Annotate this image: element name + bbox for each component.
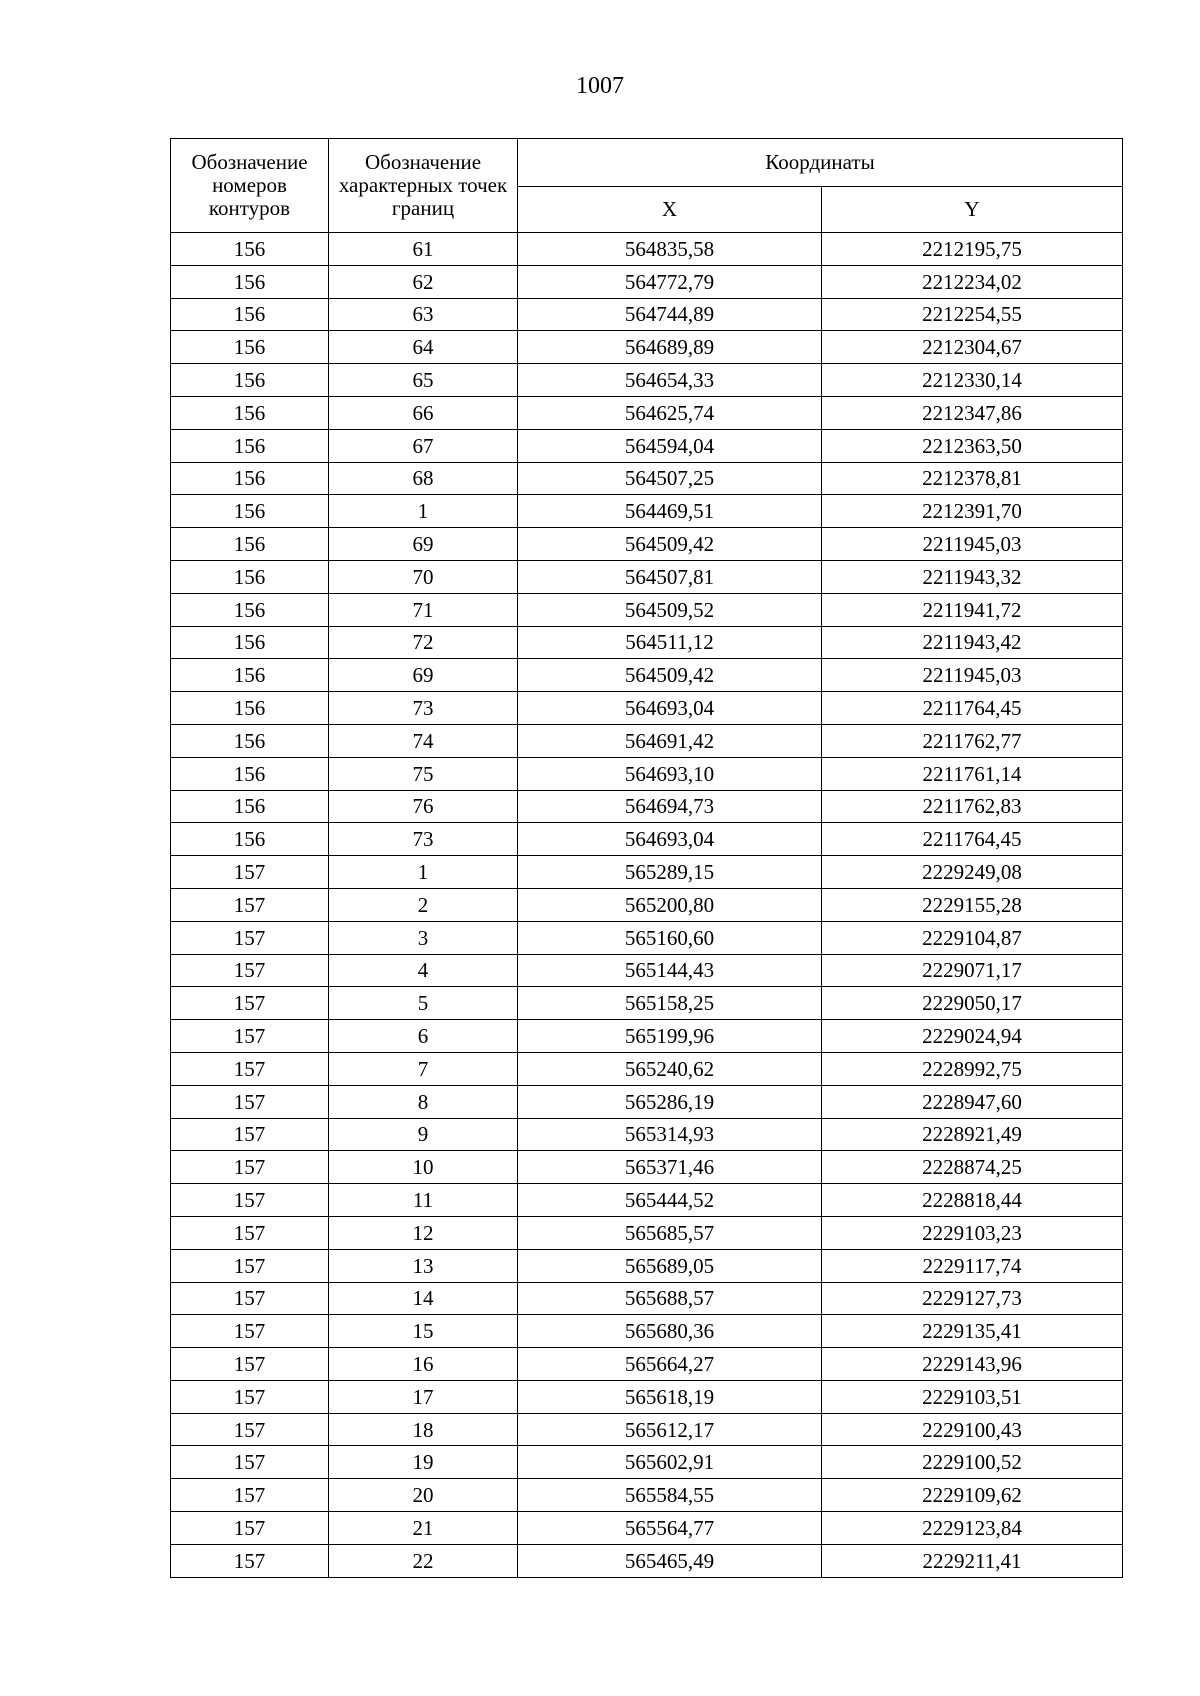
- point-cell: 1: [329, 856, 518, 889]
- contour-cell: 156: [171, 364, 329, 397]
- x-cell: 565371,46: [518, 1151, 822, 1184]
- contour-cell: 156: [171, 823, 329, 856]
- point-cell: 9: [329, 1118, 518, 1151]
- point-cell: 70: [329, 560, 518, 593]
- y-cell: 2212378,81: [822, 462, 1123, 495]
- point-cell: 67: [329, 429, 518, 462]
- header-x: X: [518, 187, 822, 233]
- point-cell: 13: [329, 1249, 518, 1282]
- table-row: [171, 626, 1123, 659]
- coordinates-table: [170, 138, 1123, 1578]
- point-cell: 19: [329, 1446, 518, 1479]
- point-cell: 75: [329, 757, 518, 790]
- point-cell: 3: [329, 921, 518, 954]
- table-body: [171, 233, 1123, 1578]
- y-cell: 2229024,94: [822, 1020, 1123, 1053]
- header-point-number: Обозначение характерных точек границ: [329, 139, 518, 233]
- y-cell: 2212304,67: [822, 331, 1123, 364]
- contour-cell: 156: [171, 495, 329, 528]
- contour-cell: 157: [171, 1249, 329, 1282]
- contour-cell: 156: [171, 265, 329, 298]
- table-row: [171, 396, 1123, 429]
- x-cell: 564509,52: [518, 593, 822, 626]
- x-cell: 564509,42: [518, 528, 822, 561]
- x-cell: 565158,25: [518, 987, 822, 1020]
- y-cell: 2228947,60: [822, 1085, 1123, 1118]
- y-cell: 2212234,02: [822, 265, 1123, 298]
- x-cell: 564693,04: [518, 823, 822, 856]
- point-cell: 11: [329, 1184, 518, 1217]
- header-coordinates: Координаты: [518, 139, 1123, 187]
- x-cell: 564835,58: [518, 233, 822, 266]
- point-cell: 12: [329, 1216, 518, 1249]
- x-cell: 565689,05: [518, 1249, 822, 1282]
- y-cell: 2211943,32: [822, 560, 1123, 593]
- point-cell: 66: [329, 396, 518, 429]
- point-cell: 10: [329, 1151, 518, 1184]
- x-cell: 565564,77: [518, 1512, 822, 1545]
- table-row: [171, 1085, 1123, 1118]
- point-cell: 69: [329, 528, 518, 561]
- table-row: [171, 1184, 1123, 1217]
- point-cell: 18: [329, 1413, 518, 1446]
- point-cell: 73: [329, 692, 518, 725]
- point-cell: 20: [329, 1479, 518, 1512]
- table-row: [171, 331, 1123, 364]
- contour-cell: 156: [171, 790, 329, 823]
- contour-cell: 157: [171, 1315, 329, 1348]
- table-row: [171, 856, 1123, 889]
- table-row: [171, 1380, 1123, 1413]
- table-row: [171, 1479, 1123, 1512]
- point-cell: 17: [329, 1380, 518, 1413]
- x-cell: 564511,12: [518, 626, 822, 659]
- y-cell: 2229103,51: [822, 1380, 1123, 1413]
- table-row: [171, 823, 1123, 856]
- x-cell: 565289,15: [518, 856, 822, 889]
- contour-cell: 157: [171, 1446, 329, 1479]
- x-cell: 564509,42: [518, 659, 822, 692]
- y-cell: 2211945,03: [822, 528, 1123, 561]
- x-cell: 564693,04: [518, 692, 822, 725]
- y-cell: 2229123,84: [822, 1512, 1123, 1545]
- point-cell: 1: [329, 495, 518, 528]
- contour-cell: 157: [171, 1118, 329, 1151]
- table-row: [171, 1413, 1123, 1446]
- contour-cell: 156: [171, 659, 329, 692]
- point-cell: 21: [329, 1512, 518, 1545]
- y-cell: 2212363,50: [822, 429, 1123, 462]
- contour-cell: 157: [171, 1479, 329, 1512]
- table-row: [171, 1216, 1123, 1249]
- point-cell: 4: [329, 954, 518, 987]
- point-cell: 6: [329, 1020, 518, 1053]
- y-cell: 2229211,41: [822, 1544, 1123, 1577]
- table-row: [171, 1512, 1123, 1545]
- x-cell: 565465,49: [518, 1544, 822, 1577]
- contour-cell: 156: [171, 724, 329, 757]
- contour-cell: 157: [171, 1020, 329, 1053]
- table-row: [171, 987, 1123, 1020]
- y-cell: 2228921,49: [822, 1118, 1123, 1151]
- x-cell: 564469,51: [518, 495, 822, 528]
- y-cell: 2229050,17: [822, 987, 1123, 1020]
- x-cell: 565584,55: [518, 1479, 822, 1512]
- contour-cell: 157: [171, 1085, 329, 1118]
- point-cell: 14: [329, 1282, 518, 1315]
- point-cell: 7: [329, 1052, 518, 1085]
- point-cell: 16: [329, 1348, 518, 1381]
- point-cell: 73: [329, 823, 518, 856]
- x-cell: 564507,25: [518, 462, 822, 495]
- table-row: [171, 1348, 1123, 1381]
- contour-cell: 156: [171, 757, 329, 790]
- x-cell: 564694,73: [518, 790, 822, 823]
- x-cell: 565680,36: [518, 1315, 822, 1348]
- y-cell: 2211764,45: [822, 692, 1123, 725]
- contour-cell: 157: [171, 856, 329, 889]
- table-row: [171, 1282, 1123, 1315]
- contour-cell: 157: [171, 1380, 329, 1413]
- x-cell: 565612,17: [518, 1413, 822, 1446]
- header-contour-number: Обозначение номеров контуров: [171, 139, 329, 233]
- contour-cell: 157: [171, 954, 329, 987]
- x-cell: 564744,89: [518, 298, 822, 331]
- contour-cell: 157: [171, 1348, 329, 1381]
- table-row: [171, 1544, 1123, 1577]
- y-cell: 2229135,41: [822, 1315, 1123, 1348]
- contour-cell: 157: [171, 1184, 329, 1217]
- y-cell: 2211945,03: [822, 659, 1123, 692]
- y-cell: 2212195,75: [822, 233, 1123, 266]
- y-cell: 2229143,96: [822, 1348, 1123, 1381]
- point-cell: 15: [329, 1315, 518, 1348]
- y-cell: 2211762,77: [822, 724, 1123, 757]
- table-row: [171, 429, 1123, 462]
- y-cell: 2229109,62: [822, 1479, 1123, 1512]
- contour-cell: 156: [171, 298, 329, 331]
- table-row: [171, 757, 1123, 790]
- contour-cell: 156: [171, 331, 329, 364]
- y-cell: 2228992,75: [822, 1052, 1123, 1085]
- point-cell: 65: [329, 364, 518, 397]
- table-row: [171, 888, 1123, 921]
- table-row: [171, 462, 1123, 495]
- table-row: [171, 1315, 1123, 1348]
- x-cell: 565618,19: [518, 1380, 822, 1413]
- x-cell: 565688,57: [518, 1282, 822, 1315]
- contour-cell: 156: [171, 528, 329, 561]
- point-cell: 8: [329, 1085, 518, 1118]
- table-row: [171, 560, 1123, 593]
- header-y: Y: [822, 187, 1123, 233]
- contour-cell: 157: [171, 1544, 329, 1577]
- y-cell: 2229100,43: [822, 1413, 1123, 1446]
- point-cell: 62: [329, 265, 518, 298]
- y-cell: 2211761,14: [822, 757, 1123, 790]
- point-cell: 69: [329, 659, 518, 692]
- contour-cell: 157: [171, 1282, 329, 1315]
- x-cell: 565664,27: [518, 1348, 822, 1381]
- point-cell: 22: [329, 1544, 518, 1577]
- table-row: [171, 364, 1123, 397]
- contour-cell: 157: [171, 1413, 329, 1446]
- contour-cell: 156: [171, 429, 329, 462]
- x-cell: 565314,93: [518, 1118, 822, 1151]
- x-cell: 565240,62: [518, 1052, 822, 1085]
- x-cell: 565199,96: [518, 1020, 822, 1053]
- x-cell: 564689,89: [518, 331, 822, 364]
- y-cell: 2212347,86: [822, 396, 1123, 429]
- y-cell: 2211943,42: [822, 626, 1123, 659]
- contour-cell: 157: [171, 1052, 329, 1085]
- y-cell: 2229071,17: [822, 954, 1123, 987]
- point-cell: 2: [329, 888, 518, 921]
- table-row: [171, 1020, 1123, 1053]
- y-cell: 2229103,23: [822, 1216, 1123, 1249]
- table-row: [171, 724, 1123, 757]
- contour-cell: 157: [171, 1512, 329, 1545]
- y-cell: 2212391,70: [822, 495, 1123, 528]
- y-cell: 2212254,55: [822, 298, 1123, 331]
- table-row: [171, 1151, 1123, 1184]
- y-cell: 2229117,74: [822, 1249, 1123, 1282]
- y-cell: 2211762,83: [822, 790, 1123, 823]
- y-cell: 2211764,45: [822, 823, 1123, 856]
- table-row: [171, 528, 1123, 561]
- table-row: [171, 1118, 1123, 1151]
- y-cell: 2212330,14: [822, 364, 1123, 397]
- contour-cell: 157: [171, 888, 329, 921]
- x-cell: 565444,52: [518, 1184, 822, 1217]
- table-row: [171, 954, 1123, 987]
- table-row: [171, 593, 1123, 626]
- y-cell: 2229127,73: [822, 1282, 1123, 1315]
- x-cell: 565286,19: [518, 1085, 822, 1118]
- contour-cell: 157: [171, 921, 329, 954]
- page-number: 1007: [576, 73, 624, 99]
- table-row: [171, 790, 1123, 823]
- x-cell: 565200,80: [518, 888, 822, 921]
- point-cell: 5: [329, 987, 518, 1020]
- contour-cell: 157: [171, 987, 329, 1020]
- y-cell: 2228874,25: [822, 1151, 1123, 1184]
- table-row: [171, 1249, 1123, 1282]
- x-cell: 564691,42: [518, 724, 822, 757]
- contour-cell: 156: [171, 560, 329, 593]
- contour-cell: 156: [171, 626, 329, 659]
- y-cell: 2229249,08: [822, 856, 1123, 889]
- contour-cell: 157: [171, 1151, 329, 1184]
- x-cell: 565685,57: [518, 1216, 822, 1249]
- table-header: [171, 139, 1123, 233]
- contour-cell: 156: [171, 396, 329, 429]
- point-cell: 63: [329, 298, 518, 331]
- table-row: [171, 1052, 1123, 1085]
- contour-cell: 156: [171, 593, 329, 626]
- x-cell: 565144,43: [518, 954, 822, 987]
- table-row: [171, 1446, 1123, 1479]
- x-cell: 564693,10: [518, 757, 822, 790]
- y-cell: 2211941,72: [822, 593, 1123, 626]
- table-row: [171, 692, 1123, 725]
- point-cell: 64: [329, 331, 518, 364]
- x-cell: 565160,60: [518, 921, 822, 954]
- x-cell: 564625,74: [518, 396, 822, 429]
- table-row: [171, 659, 1123, 692]
- x-cell: 564507,81: [518, 560, 822, 593]
- point-cell: 61: [329, 233, 518, 266]
- point-cell: 68: [329, 462, 518, 495]
- table-row: [171, 298, 1123, 331]
- x-cell: 564772,79: [518, 265, 822, 298]
- contour-cell: 156: [171, 692, 329, 725]
- y-cell: 2229104,87: [822, 921, 1123, 954]
- table-row: [171, 921, 1123, 954]
- y-cell: 2229155,28: [822, 888, 1123, 921]
- y-cell: 2229100,52: [822, 1446, 1123, 1479]
- point-cell: 74: [329, 724, 518, 757]
- table-row: [171, 233, 1123, 266]
- x-cell: 565602,91: [518, 1446, 822, 1479]
- point-cell: 76: [329, 790, 518, 823]
- x-cell: 564594,04: [518, 429, 822, 462]
- y-cell: 2228818,44: [822, 1184, 1123, 1217]
- contour-cell: 156: [171, 233, 329, 266]
- point-cell: 71: [329, 593, 518, 626]
- table-row: [171, 265, 1123, 298]
- contour-cell: 157: [171, 1216, 329, 1249]
- x-cell: 564654,33: [518, 364, 822, 397]
- table-row: [171, 495, 1123, 528]
- contour-cell: 156: [171, 462, 329, 495]
- point-cell: 72: [329, 626, 518, 659]
